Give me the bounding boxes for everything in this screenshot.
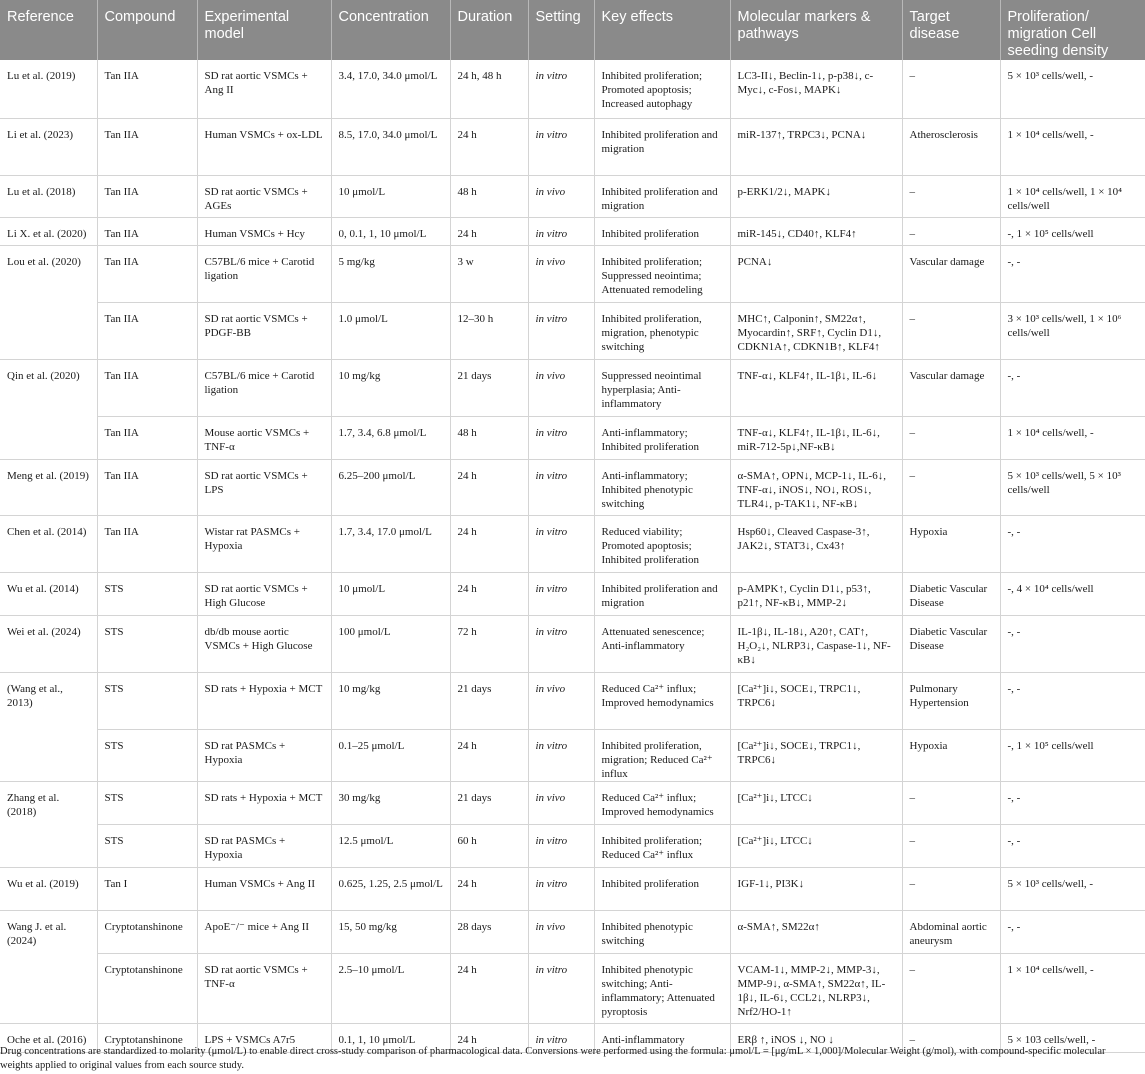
header-seeding-density: Proliferation/ migration Cell seeding density xyxy=(1000,0,1145,60)
header-row xyxy=(0,0,1145,60)
cell-seeding-density: -, 1 × 10⁵ cells/well xyxy=(1000,217,1145,245)
cell-reference: Wu et al. (2014) xyxy=(0,572,97,615)
cell-molecular-markers: p-AMPK↑, Cyclin D1↓, p53↑, p21↑, NF-κB↓, MMP-2↓ xyxy=(730,572,902,615)
cell-key-effects: Inhibited proliferation, migration; Reduced Ca²⁺ influx xyxy=(594,729,730,781)
cell-target-disease: Vascular damage xyxy=(902,359,1000,416)
table-row xyxy=(0,245,1145,302)
cell-compound: Cryptotanshinone xyxy=(97,910,197,953)
cell-setting: in vivo xyxy=(528,910,594,953)
cell-compound: Tan IIA xyxy=(97,416,197,459)
cell-duration: 48 h xyxy=(450,416,528,459)
cell-molecular-markers: α-SMA↑, OPN↓, MCP-1↓, IL-6↓, TNF-α↓, iNOS↓, NO↓, ROS↓, TLR4↓, p-TAK1↓, NF-κB↓ xyxy=(730,459,902,515)
cell-setting: in vitro xyxy=(528,615,594,672)
cell-setting: in vivo xyxy=(528,781,594,824)
cell-experimental-model: ApoE⁻/⁻ mice + Ang II xyxy=(197,910,331,953)
cell-target-disease: – xyxy=(902,824,1000,867)
cell-reference: Lu et al. (2018) xyxy=(0,175,97,217)
cell-seeding-density: -, - xyxy=(1000,245,1145,302)
cell-concentration: 10 μmol/L xyxy=(331,572,450,615)
cell-reference xyxy=(0,729,97,781)
cell-experimental-model: SD rat aortic VSMCs + TNF-α xyxy=(197,953,331,1023)
cell-target-disease: Vascular damage xyxy=(902,245,1000,302)
cell-experimental-model: SD rat PASMCs + Hypoxia xyxy=(197,824,331,867)
cell-concentration: 15, 50 mg/kg xyxy=(331,910,450,953)
cell-reference xyxy=(0,416,97,459)
cell-target-disease: Diabetic Vascular Disease xyxy=(902,615,1000,672)
cell-molecular-markers: ERβ ↑, iNOS ↓, NO ↓ xyxy=(730,1023,902,1052)
cell-concentration: 10 mg/kg xyxy=(331,672,450,729)
cell-compound: STS xyxy=(97,729,197,781)
cell-experimental-model: SD rat aortic VSMCs + AGEs xyxy=(197,175,331,217)
cell-seeding-density: -, - xyxy=(1000,910,1145,953)
cell-compound: Tan IIA xyxy=(97,175,197,217)
cell-compound: Tan IIA xyxy=(97,118,197,175)
cell-seeding-density: -, - xyxy=(1000,781,1145,824)
table-row xyxy=(0,867,1145,910)
cell-concentration: 0.1, 1, 10 μmol/L xyxy=(331,1023,450,1052)
cell-duration: 12–30 h xyxy=(450,302,528,359)
cell-duration: 24 h xyxy=(450,515,528,572)
cell-reference: Li X. et al. (2020) xyxy=(0,217,97,245)
header-compound: Compound xyxy=(97,0,197,60)
cell-experimental-model: C57BL/6 mice + Carotid ligation xyxy=(197,245,331,302)
cell-experimental-model: SD rat PASMCs + Hypoxia xyxy=(197,729,331,781)
table-row xyxy=(0,217,1145,245)
cell-key-effects: Inhibited phenotypic switching; Anti-inflammatory; Attenuated pyroptosis xyxy=(594,953,730,1023)
cell-key-effects: Anti-inflammatory; Inhibited phenotypic switching xyxy=(594,459,730,515)
cell-target-disease: – xyxy=(902,953,1000,1023)
cell-setting: in vitro xyxy=(528,572,594,615)
cell-key-effects: Reduced viability; Promoted apoptosis; Inhibited proliferation xyxy=(594,515,730,572)
cell-seeding-density: -, - xyxy=(1000,615,1145,672)
cell-molecular-markers: miR-145↓, CD40↑, KLF4↑ xyxy=(730,217,902,245)
cell-experimental-model: db/db mouse aortic VSMCs + High Glucose xyxy=(197,615,331,672)
table-row xyxy=(0,515,1145,572)
cell-molecular-markers: [Ca²⁺]i↓, SOCE↓, TRPC1↓, TRPC6↓ xyxy=(730,729,902,781)
cell-molecular-markers: IL-1β↓, IL-18↓, A20↑, CAT↑, H₂O₂↓, NLRP3↓, Caspase-1↓, NF-κB↓ xyxy=(730,615,902,672)
cell-target-disease: – xyxy=(902,459,1000,515)
cell-molecular-markers: IGF-1↓, PI3K↓ xyxy=(730,867,902,910)
cell-key-effects: Inhibited proliferation and migration xyxy=(594,118,730,175)
cell-key-effects: Inhibited proliferation and migration xyxy=(594,175,730,217)
cell-compound: Tan IIA xyxy=(97,245,197,302)
cell-key-effects: Inhibited proliferation xyxy=(594,867,730,910)
cell-compound: STS xyxy=(97,781,197,824)
table-row xyxy=(0,459,1145,515)
cell-molecular-markers: VCAM-1↓, MMP-2↓, MMP-3↓, MMP-9↓, α-SMA↑, SM22α↑, IL-1β↓, IL-6↓, CCL2↓, NLRP3↓, Nrf2/HO-1↑ xyxy=(730,953,902,1023)
header-reference: Reference xyxy=(0,0,97,60)
cell-experimental-model: Human VSMCs + Hcy xyxy=(197,217,331,245)
header-duration: Duration xyxy=(450,0,528,60)
cell-molecular-markers: α-SMA↑, SM22α↑ xyxy=(730,910,902,953)
cell-target-disease: Hypoxia xyxy=(902,729,1000,781)
cell-concentration: 3.4, 17.0, 34.0 μmol/L xyxy=(331,60,450,118)
cell-duration: 48 h xyxy=(450,175,528,217)
cell-setting: in vitro xyxy=(528,867,594,910)
cell-reference: Chen et al. (2014) xyxy=(0,515,97,572)
cell-key-effects: Inhibited proliferation xyxy=(594,217,730,245)
cell-target-disease: Hypoxia xyxy=(902,515,1000,572)
cell-compound: STS xyxy=(97,615,197,672)
cell-concentration: 12.5 μmol/L xyxy=(331,824,450,867)
cell-experimental-model: Human VSMCs + ox-LDL xyxy=(197,118,331,175)
cell-compound: Tan IIA xyxy=(97,217,197,245)
cell-setting: in vitro xyxy=(528,60,594,118)
cell-compound: STS xyxy=(97,572,197,615)
cell-molecular-markers: TNF-α↓, KLF4↑, IL-1β↓, IL-6↓, miR-712-5p↓,NF-κB↓ xyxy=(730,416,902,459)
cell-seeding-density: -, - xyxy=(1000,515,1145,572)
cell-compound: Tan IIA xyxy=(97,459,197,515)
table-row xyxy=(0,910,1145,953)
cell-setting: in vitro xyxy=(528,302,594,359)
cell-setting: in vitro xyxy=(528,515,594,572)
cell-molecular-markers: TNF-α↓, KLF4↑, IL-1β↓, IL-6↓ xyxy=(730,359,902,416)
cell-reference: Wu et al. (2019) xyxy=(0,867,97,910)
cell-experimental-model: SD rat aortic VSMCs + PDGF-BB xyxy=(197,302,331,359)
cell-duration: 24 h xyxy=(450,867,528,910)
cell-duration: 60 h xyxy=(450,824,528,867)
cell-key-effects: Inhibited proliferation; Suppressed neointima; Attenuated remodeling xyxy=(594,245,730,302)
cell-target-disease: Pulmonary Hypertension xyxy=(902,672,1000,729)
cell-duration: 24 h xyxy=(450,459,528,515)
cell-seeding-density: -, 4 × 10⁴ cells/well xyxy=(1000,572,1145,615)
table-row xyxy=(0,572,1145,615)
table-row xyxy=(0,781,1145,824)
cell-setting: in vitro xyxy=(528,416,594,459)
table-row xyxy=(0,953,1145,1023)
cell-setting: in vivo xyxy=(528,672,594,729)
cell-target-disease: – xyxy=(902,175,1000,217)
table-footnote: Drug concentrations are standardized to molarity (μmol/L) to enable direct cross-study comparison of pharmacological data. Conversions were performed using the formula: μmol/L = [μg/mL × 1,000]/Molecular Weight (g/mol), with compound-specific molecular weights applied to original values from each source study. xyxy=(0,1046,1106,1071)
cell-setting: in vivo xyxy=(528,359,594,416)
table-row xyxy=(0,615,1145,672)
cell-reference xyxy=(0,824,97,867)
cell-reference: Wang J. et al. (2024) xyxy=(0,910,97,953)
cell-compound: Tan IIA xyxy=(97,359,197,416)
cell-concentration: 1.0 μmol/L xyxy=(331,302,450,359)
cell-setting: in vitro xyxy=(528,459,594,515)
table-row xyxy=(0,416,1145,459)
cell-seeding-density: 1 × 10⁴ cells/well, 1 × 10⁴ cells/well xyxy=(1000,175,1145,217)
cell-target-disease: – xyxy=(902,1023,1000,1052)
cell-concentration: 10 μmol/L xyxy=(331,175,450,217)
cell-target-disease: Diabetic Vascular Disease xyxy=(902,572,1000,615)
cell-setting: in vitro xyxy=(528,953,594,1023)
cell-setting: in vitro xyxy=(528,1023,594,1052)
cell-setting: in vivo xyxy=(528,175,594,217)
cell-target-disease: – xyxy=(902,867,1000,910)
cell-reference: Lou et al. (2020) xyxy=(0,245,97,302)
cell-seeding-density: -, - xyxy=(1000,359,1145,416)
cell-duration: 24 h, 48 h xyxy=(450,60,528,118)
cell-key-effects: Inhibited proliferation; Promoted apoptosis; Increased autophagy xyxy=(594,60,730,118)
cell-reference xyxy=(0,953,97,1023)
cell-setting: in vitro xyxy=(528,824,594,867)
cell-seeding-density: 5 × 103 cells/well, - xyxy=(1000,1023,1145,1052)
cell-seeding-density: -, - xyxy=(1000,824,1145,867)
cell-concentration: 1.7, 3.4, 6.8 μmol/L xyxy=(331,416,450,459)
cell-seeding-density: 5 × 10³ cells/well, - xyxy=(1000,60,1145,118)
cell-compound: Tan I xyxy=(97,867,197,910)
cell-experimental-model: SD rat aortic VSMCs + Ang II xyxy=(197,60,331,118)
table-row xyxy=(0,672,1145,729)
cell-compound: STS xyxy=(97,824,197,867)
cell-reference: Lu et al. (2019) xyxy=(0,60,97,118)
table-row xyxy=(0,824,1145,867)
cell-experimental-model: SD rats + Hypoxia + MCT xyxy=(197,781,331,824)
cell-molecular-markers: [Ca²⁺]i↓, LTCC↓ xyxy=(730,781,902,824)
cell-setting: in vitro xyxy=(528,729,594,781)
cell-concentration: 5 mg/kg xyxy=(331,245,450,302)
cell-molecular-markers: p-ERK1/2↓, MAPK↓ xyxy=(730,175,902,217)
cell-compound: Tan IIA xyxy=(97,515,197,572)
cell-concentration: 2.5–10 μmol/L xyxy=(331,953,450,1023)
cell-key-effects: Anti-inflammatory xyxy=(594,1023,730,1052)
cell-experimental-model: SD rats + Hypoxia + MCT xyxy=(197,672,331,729)
cell-key-effects: Suppressed neointimal hyperplasia; Anti-inflammatory xyxy=(594,359,730,416)
table-row xyxy=(0,175,1145,217)
cell-duration: 24 h xyxy=(450,118,528,175)
cell-duration: 24 h xyxy=(450,729,528,781)
cell-experimental-model: Human VSMCs + Ang II xyxy=(197,867,331,910)
cell-duration: 21 days xyxy=(450,359,528,416)
cell-duration: 72 h xyxy=(450,615,528,672)
cell-key-effects: Reduced Ca²⁺ influx; Improved hemodynamics xyxy=(594,781,730,824)
cell-seeding-density: -, 1 × 10⁵ cells/well xyxy=(1000,729,1145,781)
cell-duration: 24 h xyxy=(450,217,528,245)
cell-molecular-markers: PCNA↓ xyxy=(730,245,902,302)
cell-molecular-markers: miR-137↑, TRPC3↓, PCNA↓ xyxy=(730,118,902,175)
cell-seeding-density: 1 × 10⁴ cells/well, - xyxy=(1000,416,1145,459)
cell-reference: Wei et al. (2024) xyxy=(0,615,97,672)
cell-duration: 21 days xyxy=(450,672,528,729)
cell-reference: (Wang et al., 2013) xyxy=(0,672,97,729)
cell-compound: Tan IIA xyxy=(97,60,197,118)
header-molecular-markers: Molecular markers & pathways xyxy=(730,0,902,60)
table-row xyxy=(0,118,1145,175)
cell-duration: 24 h xyxy=(450,953,528,1023)
cell-experimental-model: Wistar rat PASMCs + Hypoxia xyxy=(197,515,331,572)
cell-experimental-model: SD rat aortic VSMCs + High Glucose xyxy=(197,572,331,615)
cell-molecular-markers: [Ca²⁺]i↓, LTCC↓ xyxy=(730,824,902,867)
cell-target-disease: Abdominal aortic aneurysm xyxy=(902,910,1000,953)
cell-target-disease: – xyxy=(902,60,1000,118)
cell-reference: Oche et al. (2016) xyxy=(0,1023,97,1052)
table-row xyxy=(0,60,1145,118)
header-setting: Setting xyxy=(528,0,594,60)
cell-key-effects: Inhibited phenotypic switching xyxy=(594,910,730,953)
cell-experimental-model: LPS + VSMCs A7r5 xyxy=(197,1023,331,1052)
cell-reference xyxy=(0,302,97,359)
cell-seeding-density: 1 × 10⁴ cells/well, - xyxy=(1000,953,1145,1023)
cell-experimental-model: C57BL/6 mice + Carotid ligation xyxy=(197,359,331,416)
cell-concentration: 30 mg/kg xyxy=(331,781,450,824)
cell-concentration: 6.25–200 μmol/L xyxy=(331,459,450,515)
table-row xyxy=(0,302,1145,359)
cell-molecular-markers: LC3-II↓, Beclin-1↓, p-p38↓, c-Myc↓, c-Fos↓, MAPK↓ xyxy=(730,60,902,118)
header-experimental-model: Experimental model xyxy=(197,0,331,60)
cell-target-disease: – xyxy=(902,302,1000,359)
cell-duration: 24 h xyxy=(450,1023,528,1052)
cell-seeding-density: 3 × 10³ cells/well, 1 × 10⁶ cells/well xyxy=(1000,302,1145,359)
cell-key-effects: Inhibited proliferation and migration xyxy=(594,572,730,615)
cell-duration: 3 w xyxy=(450,245,528,302)
table-row xyxy=(0,729,1145,781)
cell-key-effects: Inhibited proliferation, migration, phenotypic switching xyxy=(594,302,730,359)
cell-molecular-markers: MHC↑, Calponin↑, SM22α↑, Myocardin↑, SRF↑, Cyclin D1↓, CDKN1A↑, CDKN1B↑, KLF4↑ xyxy=(730,302,902,359)
cell-concentration: 0.1–25 μmol/L xyxy=(331,729,450,781)
cell-molecular-markers: Hsp60↓, Cleaved Caspase-3↑, JAK2↓, STAT3↓, Cx43↑ xyxy=(730,515,902,572)
cell-key-effects: Reduced Ca²⁺ influx; Improved hemodynamics xyxy=(594,672,730,729)
cell-reference: Qin et al. (2020) xyxy=(0,359,97,416)
cell-duration: 21 days xyxy=(450,781,528,824)
cell-seeding-density: 5 × 10³ cells/well, - xyxy=(1000,867,1145,910)
cell-key-effects: Inhibited proliferation; Reduced Ca²⁺ influx xyxy=(594,824,730,867)
cell-concentration: 1.7, 3.4, 17.0 μmol/L xyxy=(331,515,450,572)
table-row xyxy=(0,359,1145,416)
cell-molecular-markers: [Ca²⁺]i↓, SOCE↓, TRPC1↓, TRPC6↓ xyxy=(730,672,902,729)
cell-concentration: 0, 0.1, 1, 10 μmol/L xyxy=(331,217,450,245)
cell-duration: 28 days xyxy=(450,910,528,953)
cell-setting: in vitro xyxy=(528,217,594,245)
cell-setting: in vitro xyxy=(528,118,594,175)
cell-concentration: 100 μmol/L xyxy=(331,615,450,672)
cell-compound: Tan IIA xyxy=(97,302,197,359)
cell-concentration: 10 mg/kg xyxy=(331,359,450,416)
cell-compound: Cryptotanshinone xyxy=(97,953,197,1023)
cell-compound: Cryptotanshinone xyxy=(97,1023,197,1052)
cell-reference: Li et al. (2023) xyxy=(0,118,97,175)
cell-compound: STS xyxy=(97,672,197,729)
cell-setting: in vivo xyxy=(528,245,594,302)
cell-experimental-model: SD rat aortic VSMCs + LPS xyxy=(197,459,331,515)
cell-duration: 24 h xyxy=(450,572,528,615)
cell-key-effects: Anti-inflammatory; Inhibited proliferation xyxy=(594,416,730,459)
header-target-disease: Target disease xyxy=(902,0,1000,60)
header-concentration: Concentration xyxy=(331,0,450,60)
header-key-effects: Key effects xyxy=(594,0,730,60)
cell-reference: Meng et al. (2019) xyxy=(0,459,97,515)
cell-concentration: 0.625, 1.25, 2.5 μmol/L xyxy=(331,867,450,910)
cell-experimental-model: Mouse aortic VSMCs + TNF-α xyxy=(197,416,331,459)
cell-target-disease: Atherosclerosis xyxy=(902,118,1000,175)
cell-seeding-density: -, - xyxy=(1000,672,1145,729)
cell-seeding-density: 5 × 10³ cells/well, 5 × 10³ cells/well xyxy=(1000,459,1145,515)
cell-target-disease: – xyxy=(902,217,1000,245)
cell-concentration: 8.5, 17.0, 34.0 μmol/L xyxy=(331,118,450,175)
cell-key-effects: Attenuated senescence; Anti-inflammatory xyxy=(594,615,730,672)
cell-reference: Zhang et al. (2018) xyxy=(0,781,97,824)
cell-seeding-density: 1 × 10⁴ cells/well, - xyxy=(1000,118,1145,175)
cell-target-disease: – xyxy=(902,416,1000,459)
cell-target-disease: – xyxy=(902,781,1000,824)
